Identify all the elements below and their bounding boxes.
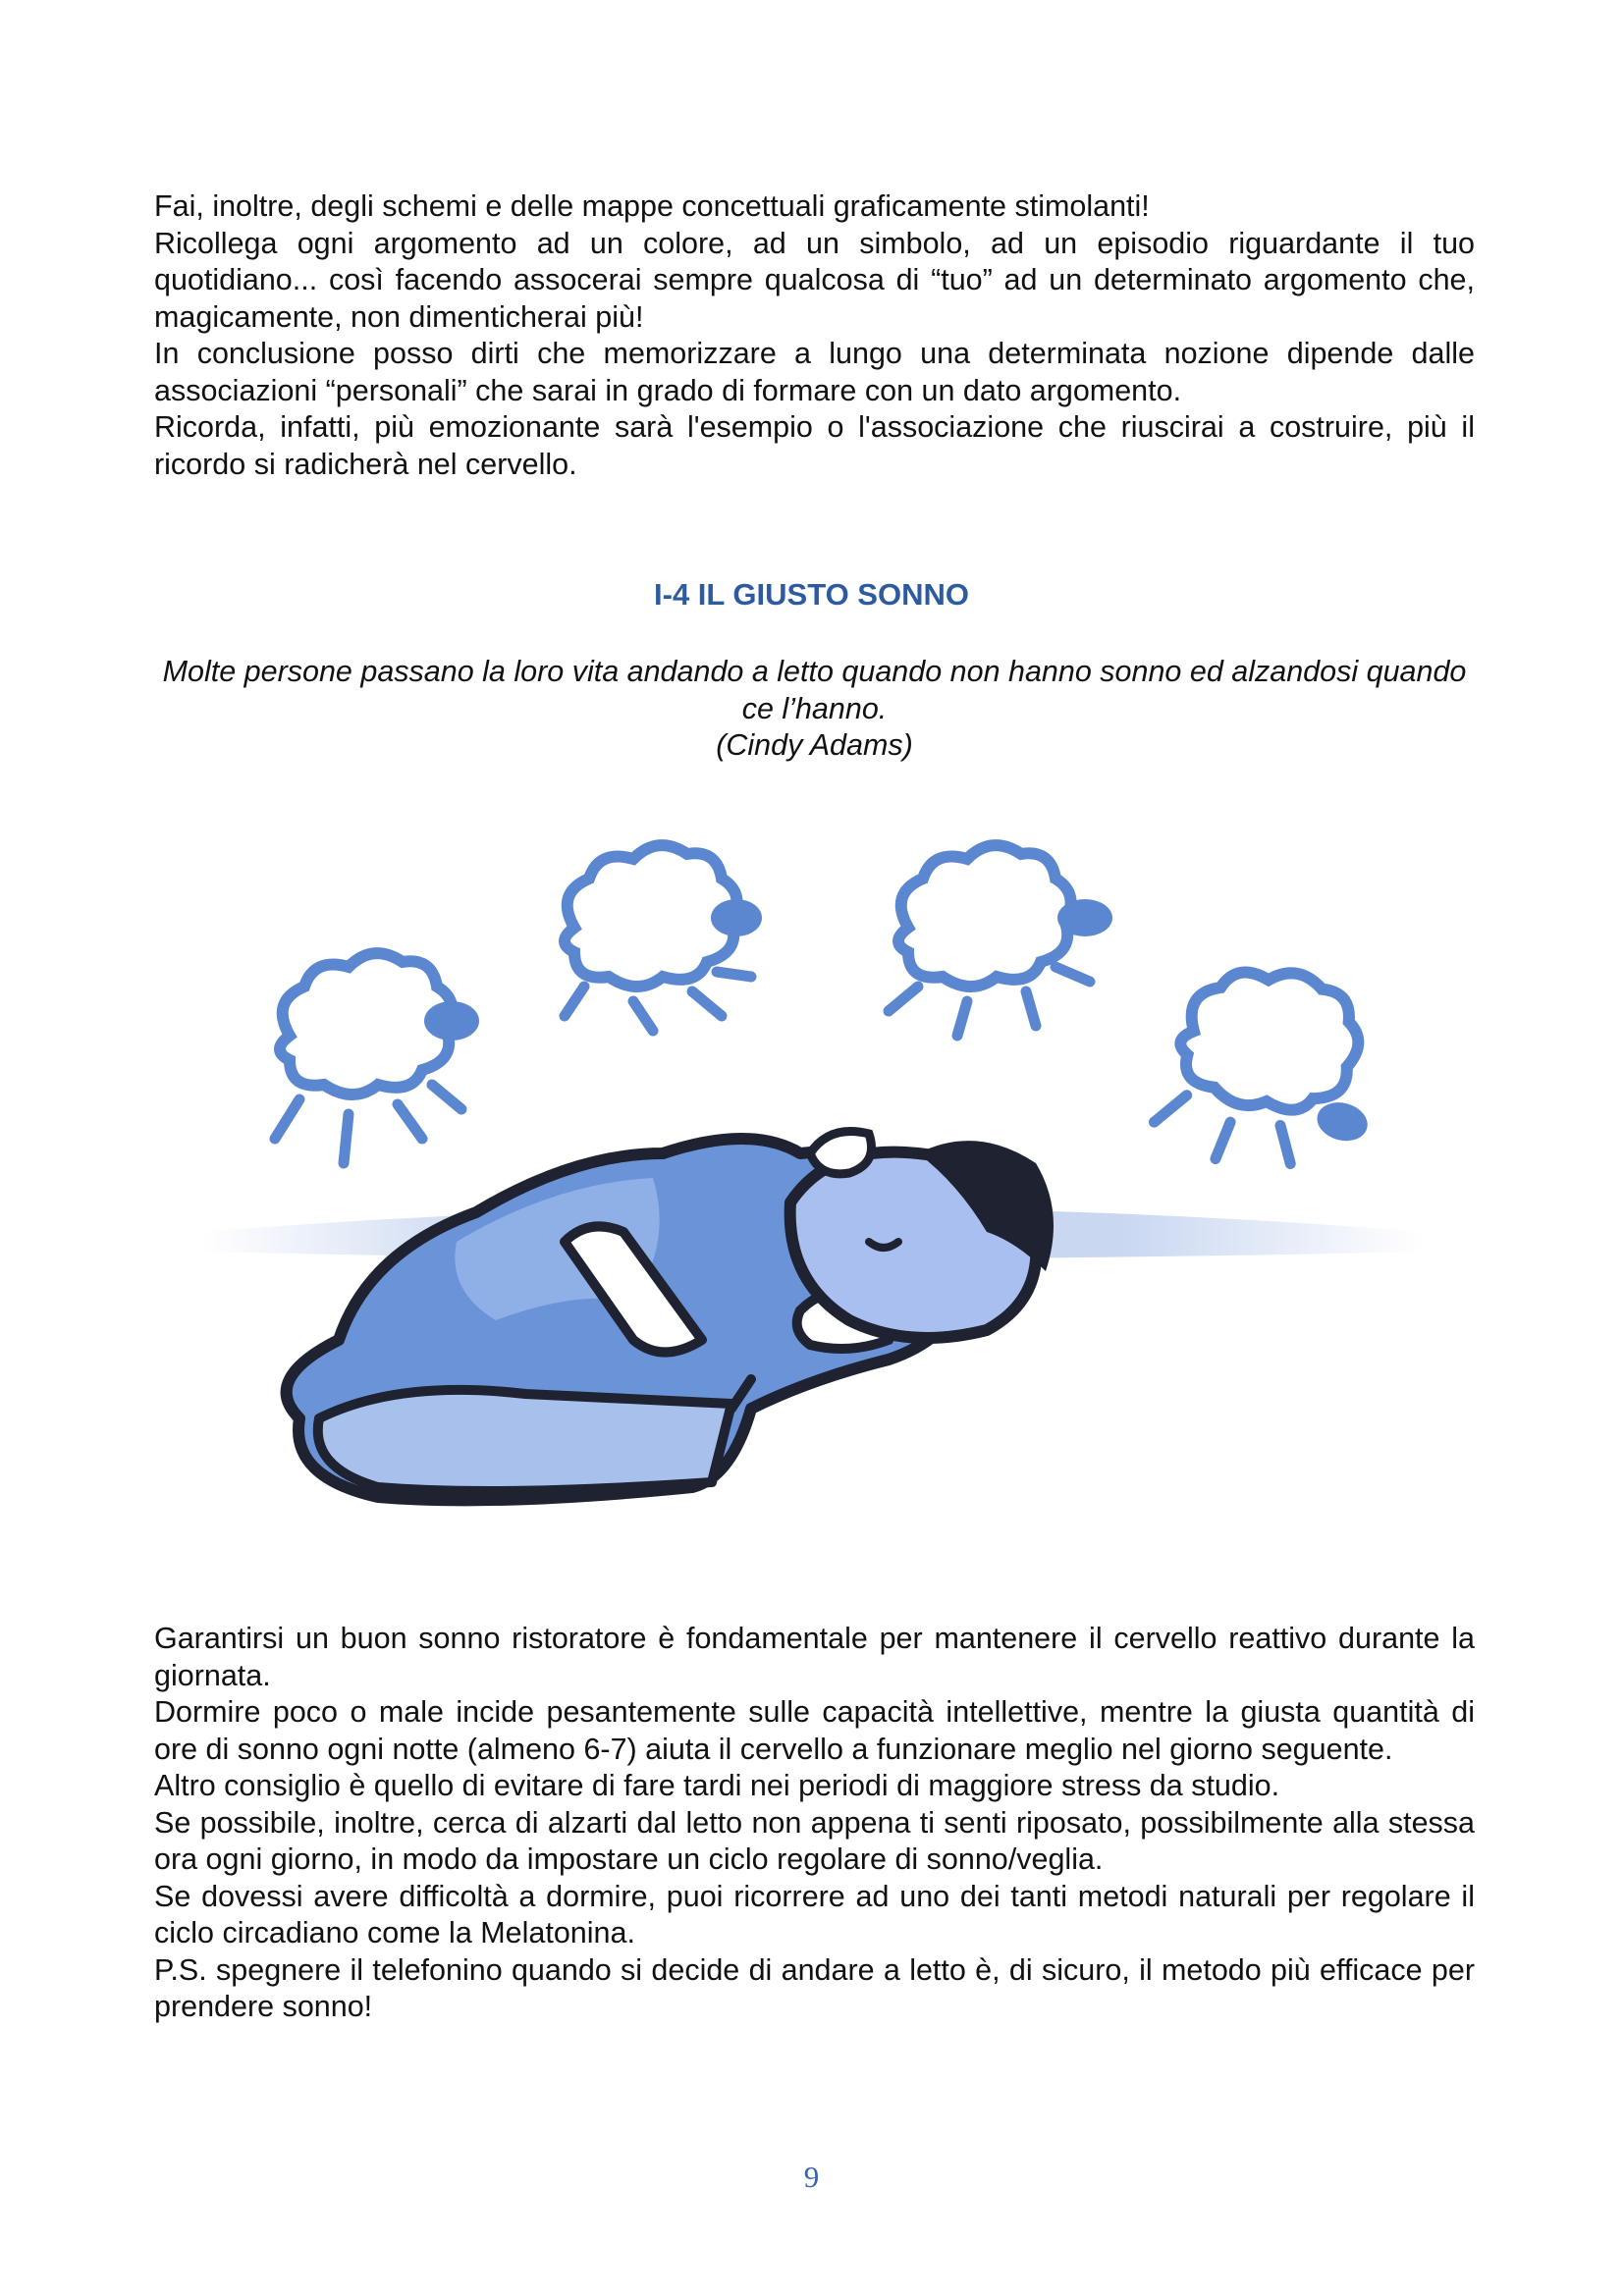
- epigraph-quote: [154, 654, 1475, 765]
- sheep-icon: [275, 953, 479, 1163]
- body-text: [154, 1621, 1475, 2026]
- paragraph: Ricollega ogni argomento ad un colore, ad un simbolo, ad un episodio riguardante il tuo quotidiano... così facendo assocerai sempre qualcosa di “tuo” ad un determinato argomento che, magicamente, non dimenticherai più!: [154, 226, 1475, 334]
- quote-author: (Cindy Adams): [716, 728, 913, 762]
- quote-text: Molte persone passano la loro vita andando a letto quando non hanno sonno ed alzandosi quando ce l’hanno.: [162, 655, 1467, 725]
- paragraph: Altro consiglio è quello di evitare di fare tardi nei periodi di maggiore stress da studio.: [154, 1769, 1280, 1802]
- paragraph: Se possibile, inoltre, cerca di alzarti dal letto non appena ti senti riposato, possibilmente alla stessa ora ogni giorno, in modo da impostare un ciclo regolare di sonno/veglia.: [154, 1805, 1475, 1876]
- sheep-icon: [889, 845, 1112, 1036]
- paragraph: In conclusione posso dirti che memorizzare a lungo una determinata nozione dipende dalle associazioni “personali” che sarai in grado di formare con un dato argomento.: [154, 337, 1475, 407]
- sleeping-boy-with-counting-sheep-illustration: [201, 829, 1424, 1512]
- sleeping-boy-icon: [287, 1132, 1054, 1501]
- sheep-icon: [565, 845, 762, 1031]
- paragraph: Ricorda, infatti, più emozionante sarà l'esempio o l'associazione che riuscirai a costruire, più il ricordo si radicherà nel cervello.: [154, 410, 1475, 481]
- intro-text: [154, 188, 1475, 483]
- paragraph: Se dovessi avere difficoltà a dormire, puoi ricorrere ad uno dei tanti metodi naturali per regolare il ciclo circadiano come la Melatonina.: [154, 1879, 1475, 1949]
- paragraph: Fai, inoltre, degli schemi e delle mappe concettuali graficamente stimolanti!: [154, 189, 1150, 223]
- paragraph: Garantirsi un buon sonno ristoratore è fondamentale per mantenere il cervello reattivo durante la giornata.: [154, 1622, 1475, 1692]
- paragraph: Dormire poco o male incide pesantemente sulle capacità intellettive, mentre la giusta quantità di ore di sonno ogni notte (almeno 6-7) aiuta il cervello a funzionare meglio nel giorno seguente.: [154, 1695, 1475, 1766]
- section-title: I-4 IL GIUSTO SONNO: [654, 577, 969, 612]
- page-number: 9: [803, 2160, 820, 2194]
- sheep-icon: [1149, 947, 1401, 1195]
- paragraph: P.S. spegnere il telefonino quando si decide di andare a letto è, di sicuro, il metodo più efficace per prendere sonno!: [154, 1952, 1475, 2023]
